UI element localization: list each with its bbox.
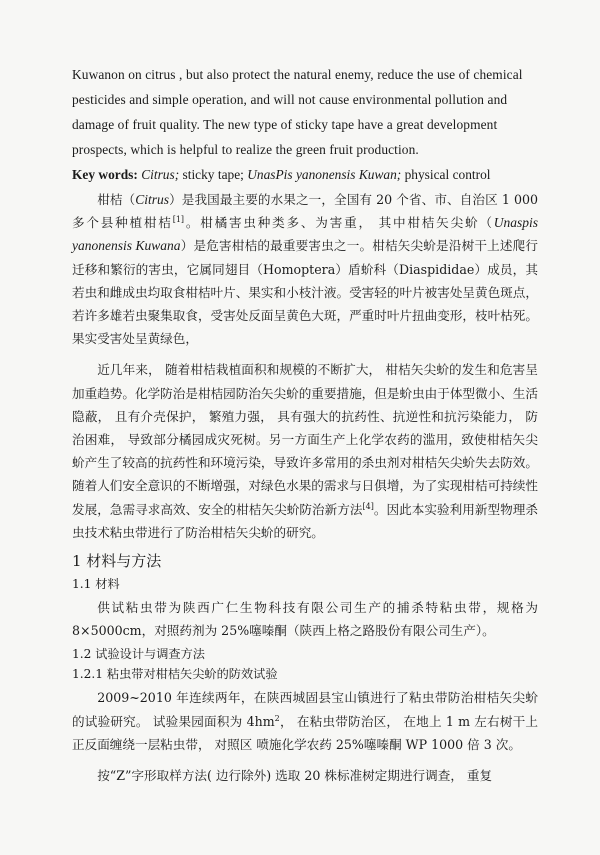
abstract-line: pesticides and simple operation, and will not cause environmental pollution and	[72, 92, 508, 107]
keywords-label: Key words:	[72, 167, 138, 182]
keyword: UnasPis yanonensis Kuwan;	[247, 167, 402, 182]
abstract-line: damage of fruit quality. The new type of sticky tape have a great development	[72, 117, 498, 132]
keyword: sticky tape;	[182, 167, 244, 182]
intro-paragraph-2: 近几年来， 随着柑桔栽植面积和规模的不断扩大， 柑桔矢尖蚧的发生和危害呈加重趋势。化学防治是柑桔园防治矢尖蚧的重要措施，但是蚧虫由于体型微小、生活隐蔽， 且有介壳保护， 繁殖力强， 具有强大的抗药性、抗逆性和抗污染能力， 防治困难， 导致部分橘园成灾死树。另一方面生产上化学农药的滥用，致使柑桔矢尖蚧产生了较高的抗药性和环境污染，导致许多常用的杀虫剂对柑桔矢尖蚧失去防效。随着人们安全意识的不断增强，对绿色水果的需求与日俱增，为了实现柑桔可持续性发展，急需寻求高效、安全的柑桔矢尖蚧防治新方法[4]。因此本实验利用新型物理杀虫技术粘虫带进行了防治柑桔矢尖蚧的研究。	[72, 362, 539, 540]
citation: [4]	[362, 501, 374, 511]
materials-paragraph: 供试粘虫带为陕西广仁生物科技有限公司生产的捕杀特粘虫带，规格为 8×5000cm，对照药剂为 25%噻嗪酮（陕西上格之路股份有限公司生产）。	[72, 600, 538, 639]
subsubsection-heading: 1.2.1 粘虫带对柑桔矢尖蚧的防效试验	[72, 667, 278, 682]
keywords-line	[72, 164, 538, 186]
abstract-line: Kuwanon on citrus , but also protect the natural enemy, reduce the use of chemical	[72, 67, 523, 82]
section-heading: 1 材料与方法	[72, 552, 162, 571]
keyword: Citrus;	[141, 167, 180, 182]
abstract-line: prospects, which is helpful to realize the green fruit production.	[72, 142, 419, 157]
experiment-paragraph: 2009~2010 年连续两年，在陕西城固县宝山镇进行了粘虫带防治柑桔矢尖蚧的试验研究。 试验果园面积为 $4hm^2$， 在粘虫带防治区， 在地上 1 m 左右树干上正反面缠绕一层粘虫带， 对照区 喷施化学农药 25%噻嗪酮 WP 1000 倍 3 次。	[72, 690, 538, 752]
subsection-heading: 1.2 试验设计与调查方法	[72, 647, 205, 662]
keyword: physical control	[404, 167, 491, 182]
subsection-heading: 1.1 材料	[72, 577, 120, 592]
intro-paragraph-1: 柑桔（Citrus）是我国最主要的水果之一，全国有 20 个省、市、自治区 1 000 多个县种植柑桔[1]。柑橘害虫种类多、为害重， 其中柑桔矢尖蚧（Unaspis yanonensis Kuwana）是危害柑桔的最重要害虫之一。柑桔矢尖蚧是沿树干上述爬行迁移和繁衍的害虫，它属同翅目（Homoptera）盾蚧科（Diaspididae）成员，其若虫和雌成虫均取食柑桔叶片、果实和小枝汁液。受害轻的叶片被害处呈黄色斑点，若许多雄若虫聚集取食，受害处反面呈黄色大斑，严重时叶片扭曲变形，枝叶枯死。果实受害处呈黄绿色，	[72, 192, 539, 347]
sampling-paragraph: 按“Z”字形取样方法( 边行除外) 选取 20 株标准树定期进行调查， 重复	[97, 768, 493, 784]
citation: [1]	[172, 215, 185, 225]
